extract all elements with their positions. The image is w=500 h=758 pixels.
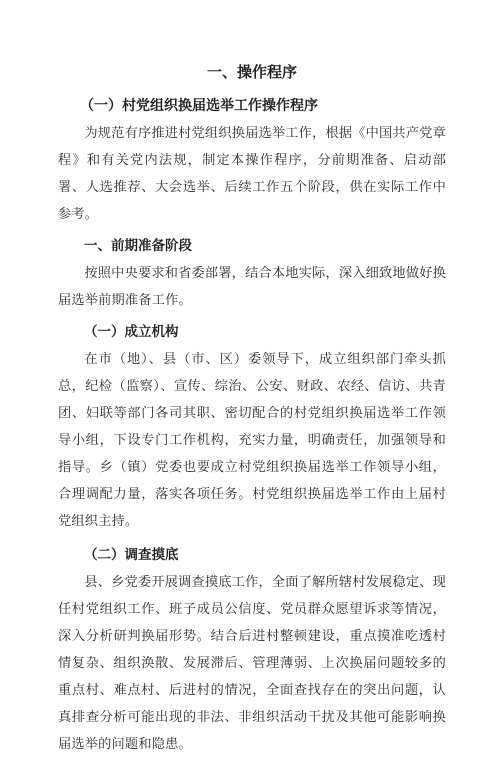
document-title: 一、操作程序 xyxy=(206,63,297,81)
document-subtitle: （一）村党组织换届选举工作操作程序 xyxy=(80,98,318,114)
item-heading-establish-agency: （一）成立机构 xyxy=(84,324,179,340)
section-paragraph-preparation: 按照中央要求和省委部署，结合本地实际，深入细致地做好换届选举前期准备工作。 xyxy=(58,266,446,308)
item-heading-investigation: （二）调查摸底 xyxy=(84,547,179,563)
intro-paragraph: 为规范有序推进村党组织换届选举工作，根据《中国共产党章程》和有关党内法规，制定本操作程序，分前期准备、启动部署、人选推荐、大会选举、后续工作五个阶段，供在实际工作中参考。 xyxy=(58,126,446,222)
section-heading-preparation: 一、前期准备阶段 xyxy=(84,238,192,254)
item-paragraph-investigation: 县、乡党委开展调查摸底工作，全面了解所辖村发展稳定、现任村党组织工作、班子成员公信度、党员群众愿望诉求等情况，深入分析研判换届形势。结合后进村整顿建设，重点摸准吃透村情复杂、组织涣散、发展滞后、管理薄弱、上次换届问题较多的重点村、难点村、后进村的情况，全面查找存在的突出问题，认真排查分析可能出现的非法、非组织活动干扰及其他可能影响换届选举的问题和隐患。 xyxy=(58,575,446,752)
item-paragraph-establish-agency: 在市（地）、县（市、区）委领导下，成立组织部门牵头抓总，纪检（监察）、宣传、综治、公安、财政、农经、信访、共青团、妇联等部门各司其职、密切配合的村党组织换届选举工作领导小组，下设专门工作机构，充实力量，明确责任，加强领导和指导。乡（镇）党委也要成立村党组织换届选举工作领导小组，合理调配力量，落实各项任务。村党组织换届选举工作由上届村党组织主持。 xyxy=(58,352,446,529)
